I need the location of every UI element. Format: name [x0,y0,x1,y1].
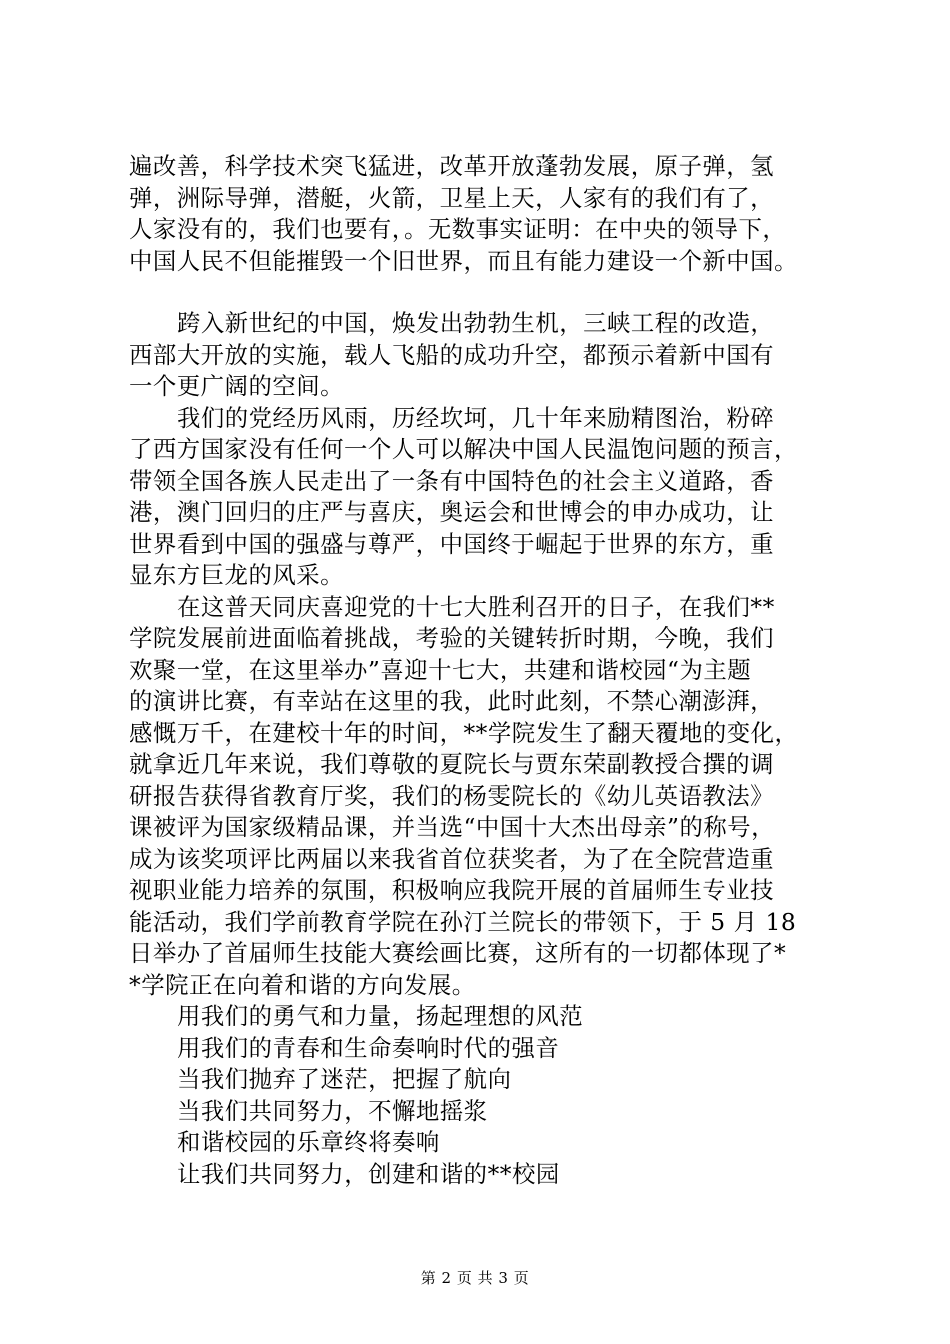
poem-line: 和谐校园的乐章终将奏响 [177,1128,440,1156]
paragraph-1 [129,151,849,277]
text-line: 世界看到中国的强盛与尊严，中国终于崛起于世界的东方，重 [129,529,775,558]
text-line: 就拿近几年来说，我们尊敬的夏院长与贾东荣副教授合撰的调 [129,750,775,778]
text-line: 研报告获得省教育厅奖，我们的杨雯院长的《幼儿英语教法》 [129,781,775,810]
text-line: 课被评为国家级精品课，并当选“中国十大杰出母亲”的称号， [129,813,776,841]
text-line: 我们的党经历风雨，历经坎坷，几十年来励精图治，粉碎 [177,403,775,432]
poem-line: 当我们抛弃了迷茫，把握了航向 [177,1065,512,1093]
poem-line: 用我们的勇气和力量，扬起理想的风范 [177,1002,584,1030]
text-line: 弹，洲际导弹，潜艇，火箭，卫星上天，人家有的我们有了， [129,183,775,212]
text-line: 跨入新世纪的中国，焕发出勃勃生机，三峡工程的改造， [177,309,775,337]
text-line: 日举办了首届师生技能大赛绘画比赛，这所有的一切都体现了* [129,939,787,967]
text-line: 一个更广阔的空间。 [129,372,345,400]
text-line: 西部大开放的实施，载人飞船的成功升空，都预示着新中国有 [129,340,775,369]
poem-stanza [129,1001,849,1190]
text-line: 中国人民不但能摧毁一个旧世界，而且有能力建设一个新中国。 [129,246,798,275]
paragraph-3 [129,403,849,592]
text-line: 带领全国各族人民走出了一条有中国特色的社会主义道路，香 [129,466,775,495]
paragraph-2 [129,308,849,403]
text-line: *学院正在向着和谐的方向发展。 [129,970,476,999]
poem-line: 让我们共同努力，创建和谐的**校园 [177,1159,560,1188]
page-number-footer: 第 2 页 共 3 页 [420,1269,530,1287]
document-body [129,151,849,1190]
text-line: 成为该奖项评比两届以来我省首位获奖者，为了在全院营造重 [129,844,775,873]
text-line: 人家没有的，我们也要有，。无数事实证明：在中央的领导下， [129,215,787,243]
paragraph-4 [129,592,849,1002]
text-line: 遍改善，科学技术突飞猛进，改革开放蓬勃发展，原子弹，氢 [129,152,775,180]
text-line: 能活动，我们学前教育学院在孙汀兰院长的带领下，于 5 月 18 [129,907,797,936]
text-line: 在这普天同庆喜迎党的十七大胜利召开的日子，在我们** [177,592,775,621]
text-line: 的演讲比赛，有幸站在这里的我，此时此刻，不禁心潮澎湃， [129,687,775,715]
text-line: 感慨万千，在建校十年的时间，**学院发生了翻天覆地的变化， [129,718,799,747]
text-line: 显东方巨龙的风采。 [129,561,345,589]
text-line: 了西方国家没有任何一个人可以解决中国人民温饱问题的预言， [129,435,798,463]
text-line: 欢聚一堂，在这里举办”喜迎十七大，共建和谐校园“为主题 [129,655,752,684]
poem-line: 用我们的青春和生命奏响时代的强音 [177,1033,560,1062]
text-line: 视职业能力培养的氛围，积极响应我院开展的首届师生专业技 [129,876,775,904]
text-line: 港，澳门回归的庄严与喜庆，奥运会和世博会的申办成功，让 [129,498,775,526]
text-line: 学院发展前进面临着挑战，考验的关键转折时期，今晚，我们 [129,624,775,652]
poem-line: 当我们共同努力，不懈地摇浆 [177,1096,488,1125]
